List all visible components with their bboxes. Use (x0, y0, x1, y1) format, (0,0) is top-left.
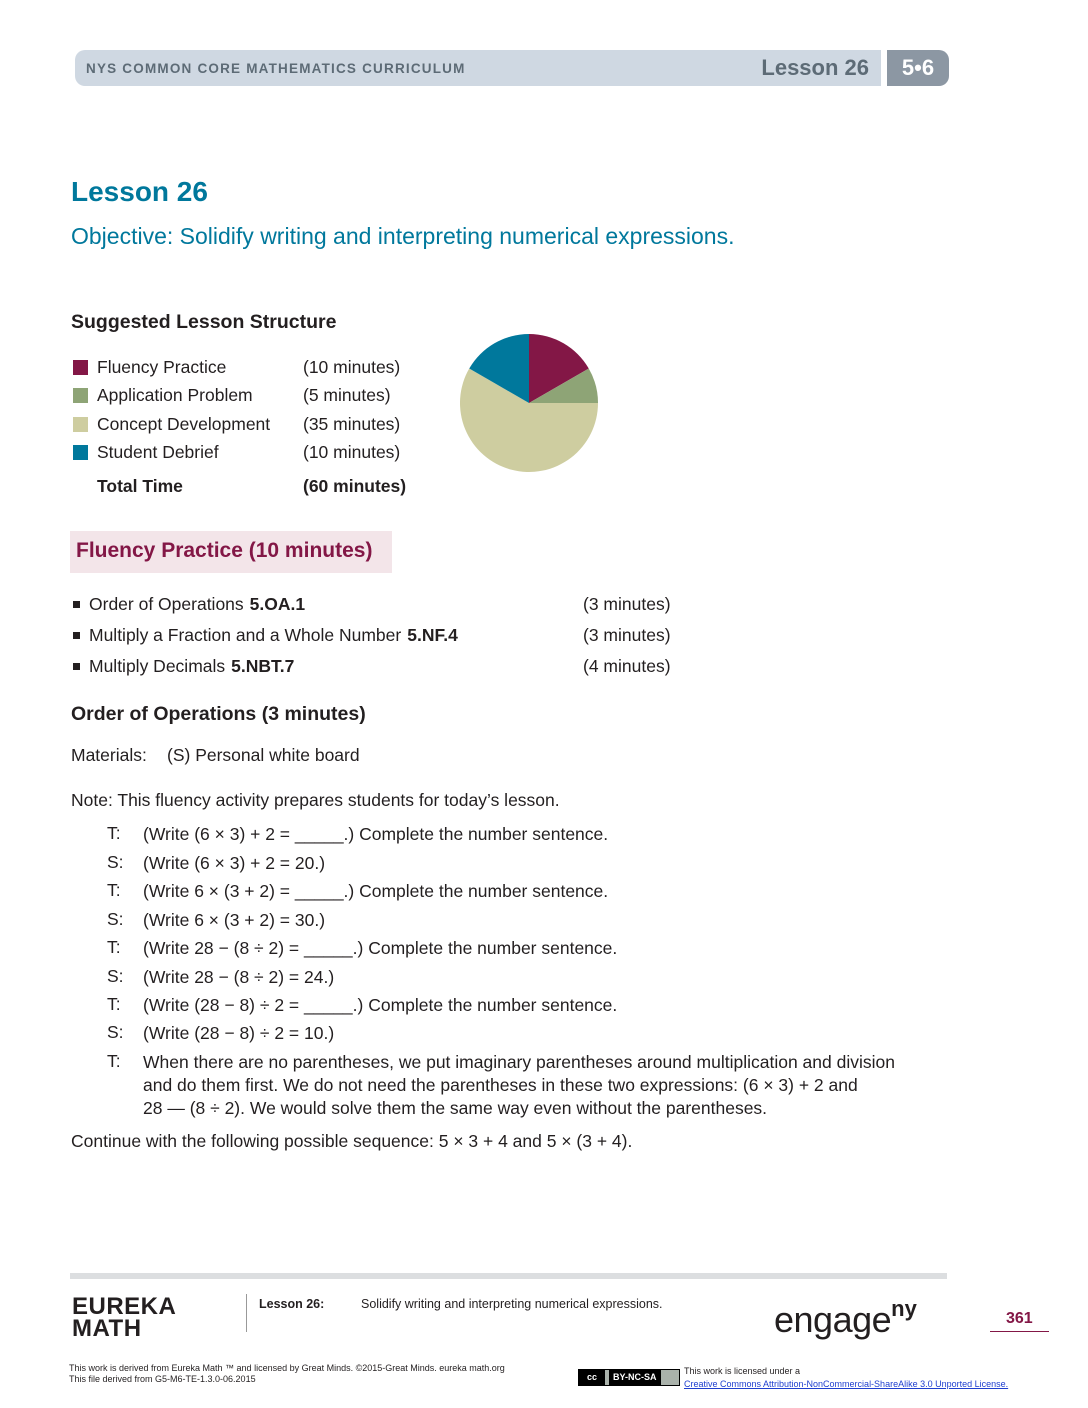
dialogue-text: (Write (6 × 3) + 2 = _____.) Complete the number sentence. (143, 824, 609, 844)
cc-license-badge[interactable] (578, 1369, 680, 1386)
speaker: S: (107, 852, 124, 872)
legend-swatch (73, 417, 88, 432)
fluency-item-text: Order of Operations (89, 594, 244, 614)
fluency-item-text: Multiply Decimals (89, 656, 226, 676)
dialogue-text: When there are no parentheses, we put imaginary parentheses around multiplication and division (143, 1052, 895, 1072)
dialogue-text: (Write 6 × (3 + 2) = _____.) Complete the number sentence. (143, 881, 609, 901)
square-bullet-icon (73, 632, 80, 639)
license-link[interactable]: Creative Commons Attribution-NonCommercial-ShareAlike 3.0 Unported License. (684, 1379, 1009, 1389)
dialogue-text: (Write 28 − (8 ÷ 2) = _____.) Complete the number sentence. (143, 938, 618, 958)
standard-code: 5.NBT.7 (231, 656, 295, 676)
speaker: S: (107, 966, 124, 986)
header-bar (75, 50, 881, 86)
structure-item-time: (35 minutes) (303, 414, 401, 434)
structure-item-name: Concept Development (97, 414, 271, 434)
eureka-math-logo (72, 1293, 177, 1342)
speaker: S: (107, 1022, 124, 1042)
curriculum-title: NYS COMMON CORE MATHEMATICS CURRICULUM (86, 61, 466, 76)
structure-item-name: Fluency Practice (97, 357, 227, 377)
square-bullet-icon (73, 663, 80, 670)
legend-swatch (73, 360, 88, 375)
page-number-rule (990, 1331, 1049, 1332)
standard-code: 5.NF.4 (407, 625, 458, 645)
speaker: T: (107, 823, 121, 843)
footer-divider (246, 1294, 247, 1332)
legend-swatch (73, 445, 88, 460)
materials-text: (S) Personal white board (167, 745, 360, 765)
fluency-item-time: (3 minutes) (583, 594, 671, 614)
legend-swatch (73, 388, 88, 403)
order-ops-title: Order of Operations (3 minutes) (71, 703, 366, 725)
fluency-item-time: (3 minutes) (583, 625, 671, 645)
lesson-title: Lesson 26 (71, 176, 208, 207)
footer-lesson-objective: Solidify writing and interpreting numerical expressions. (361, 1297, 663, 1311)
total-time: (60 minutes) (303, 476, 407, 496)
speaker: T: (107, 994, 121, 1014)
dialogue-text: and do them first. We do not need the parentheses in these two expressions: (6 × 3) + 2 and (143, 1075, 858, 1095)
speaker: S: (107, 909, 124, 929)
license-line: This file derived from G5-M6-TE-1.3.0-06.2015 (69, 1374, 256, 1384)
dialogue-text: 28 — (8 ÷ 2). We would solve them the same way even without the parentheses. (143, 1098, 768, 1118)
materials-line (71, 745, 360, 766)
fluency-item-time: (4 minutes) (583, 656, 671, 676)
lesson-structure-pie-chart (458, 332, 600, 474)
fluency-title: Fluency Practice (10 minutes) (76, 539, 373, 562)
license-line: This work is licensed under a (684, 1366, 801, 1376)
logo-line: MATH (72, 1315, 142, 1342)
speaker: T: (107, 937, 121, 957)
dialogue-text: (Write 6 × (3 + 2) = 30.) (143, 910, 326, 930)
logo-text-ny: ny (891, 1296, 917, 1321)
dialogue-text: (Write 28 − (8 ÷ 2) = 24.) (143, 967, 335, 987)
cc-badge-text: BY-NC-SA (609, 1370, 661, 1385)
lesson-objective: Objective: Solidify writing and interpreting numerical expressions. (71, 223, 735, 249)
engageny-logo (774, 1296, 917, 1341)
dialogue-text: (Write (28 − 8) ÷ 2 = 10.) (143, 1023, 335, 1043)
standard-code: 5.OA.1 (249, 594, 306, 614)
dialogue-text: (Write (6 × 3) + 2 = 20.) (143, 853, 326, 873)
materials-label: Materials: (71, 745, 147, 765)
speaker: T: (107, 1051, 121, 1071)
speaker: T: (107, 880, 121, 900)
dialogue-text: (Write (28 − 8) ÷ 2 = _____.) Complete the number sentence. (143, 995, 618, 1015)
license-text (684, 1365, 1008, 1391)
license-derived-text (69, 1363, 505, 1385)
structure-item-name: Application Problem (97, 385, 253, 405)
fluency-heading-box (70, 531, 392, 573)
note-text: Note: This fluency activity prepares students for today’s lesson. (71, 790, 560, 810)
square-bullet-icon (73, 601, 80, 608)
logo-line: EUREKA (72, 1293, 177, 1320)
continue-text: Continue with the following possible sequence: 5 × 3 + 4 and 5 × (3 + 4). (71, 1131, 633, 1151)
footer-lesson-label: Lesson 26: (259, 1297, 325, 1311)
page-header (75, 50, 948, 86)
header-lesson: Lesson 26 (761, 55, 869, 80)
structure-item-time: (10 minutes) (303, 357, 401, 377)
license-line: This work is derived from Eureka Math ™ and licensed by Great Minds. ©2015-Great Minds. eureka math.org (69, 1363, 505, 1373)
structure-item-name: Student Debrief (97, 442, 219, 462)
cc-icon: cc (579, 1370, 605, 1385)
footer-rule (70, 1273, 947, 1279)
structure-item-time: (10 minutes) (303, 442, 401, 462)
page-number: 361 (1006, 1310, 1033, 1327)
structure-title: Suggested Lesson Structure (71, 311, 337, 333)
fluency-item-text: Multiply a Fraction and a Whole Number (89, 625, 402, 645)
structure-item-time: (5 minutes) (303, 385, 391, 405)
grade-module-badge: 5•6 (887, 50, 949, 86)
logo-text: engage (774, 1299, 892, 1340)
total-label: Total Time (97, 476, 183, 496)
